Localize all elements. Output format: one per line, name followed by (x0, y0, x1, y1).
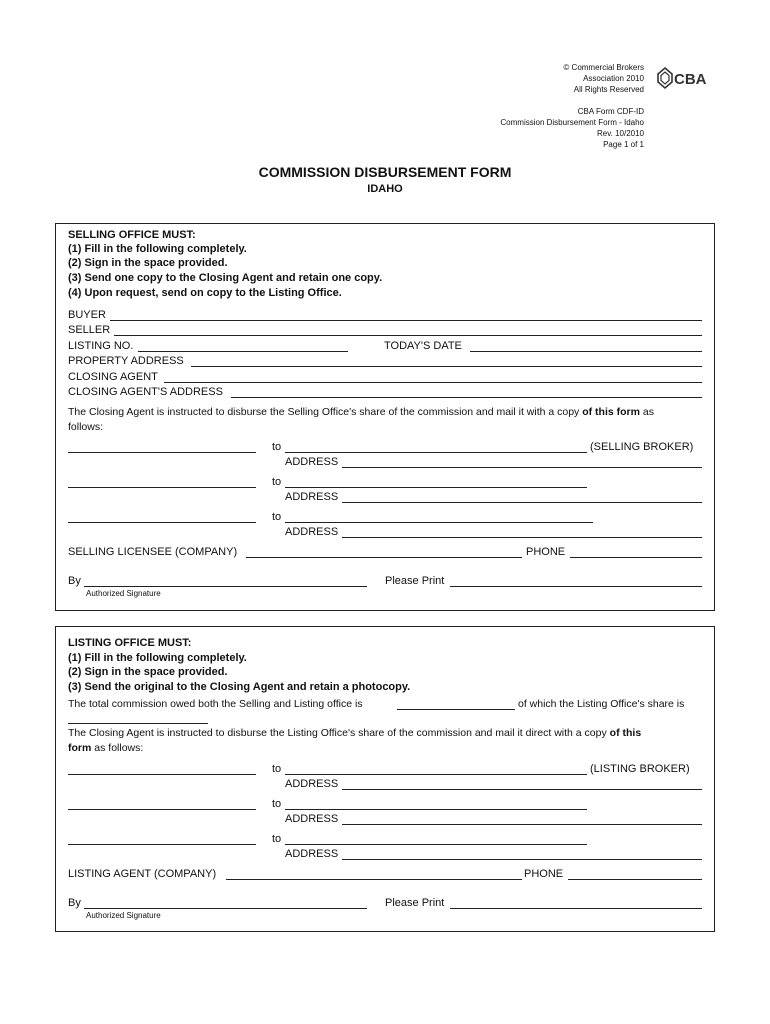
payee-name-field[interactable] (285, 522, 593, 523)
address-label: ADDRESS (285, 848, 339, 860)
closing-agent-address-field[interactable] (231, 397, 702, 398)
signature-field[interactable] (84, 908, 367, 909)
todays-date-label: TODAY'S DATE (384, 340, 462, 352)
total-commission-text: The total commission owed both the Selling and Listing office is (68, 698, 363, 710)
payee-name-field[interactable] (285, 487, 587, 488)
instruction-bold: of this (609, 727, 642, 739)
phone-label: PHONE (526, 546, 566, 558)
to-label: to (272, 798, 282, 810)
page-subtitle: IDAHO (367, 183, 403, 195)
form-info-block (500, 106, 644, 150)
address-label: ADDRESS (285, 813, 339, 825)
payee-address-field[interactable] (342, 859, 702, 860)
form-id: CBA Form CDF-ID (577, 107, 644, 116)
payee-address-field[interactable] (342, 537, 702, 538)
payee-address-field[interactable] (342, 789, 702, 790)
address-label: ADDRESS (285, 456, 339, 468)
page-title: COMMISSION DISBURSEMENT FORM (258, 164, 512, 180)
selling-disburse-instruction (68, 406, 654, 419)
listing-agent-label: LISTING AGENT (COMPANY) (68, 868, 217, 880)
instruction-bold: of this form (582, 406, 640, 418)
phone-field[interactable] (570, 557, 702, 558)
payee-address-field[interactable] (342, 502, 702, 503)
selling-instruction-item: (1) Fill in the following completely. (68, 243, 247, 255)
selling-instruction-item: (2) Sign in the space provided. (68, 257, 228, 269)
listing-disburse-instruction (68, 727, 641, 740)
selling-licensee-label: SELLING LICENSEE (COMPANY) (68, 546, 238, 558)
payee-amount-field[interactable] (68, 774, 256, 775)
closing-agent-label: CLOSING AGENT (68, 371, 158, 383)
listing-no-label: LISTING NO. (68, 340, 134, 352)
property-address-label: PROPERTY ADDRESS (68, 355, 184, 367)
address-label: ADDRESS (285, 526, 339, 538)
listing-share-text: of which the Listing Office's share is (518, 698, 685, 710)
to-label: to (272, 441, 282, 453)
listing-must-heading: LISTING OFFICE MUST: (68, 637, 192, 649)
to-label: to (272, 511, 282, 523)
form-name: Commission Disbursement Form - Idaho (500, 118, 644, 127)
listing-instruction-item: (3) Send the original to the Closing Agent and retain a photocopy. (68, 681, 411, 693)
payee-name-field[interactable] (285, 452, 587, 453)
logo-text: CBA (674, 71, 707, 88)
instruction-text: The Closing Agent is instructed to disburse the Selling Office's share of the commission and mail it with a copy (68, 406, 580, 418)
copyright-line: Association 2010 (583, 74, 644, 83)
payee-address-field[interactable] (342, 824, 702, 825)
instruction-text: The Closing Agent is instructed to disburse the Listing Office's share of the commission and mail it direct with a copy (68, 727, 607, 739)
listing-instruction-follows (68, 742, 143, 755)
listing-share-field[interactable] (68, 723, 208, 724)
selling-must-heading: SELLING OFFICE MUST: (68, 229, 196, 241)
payee-address-field[interactable] (342, 467, 702, 468)
page-number: Page 1 of 1 (603, 140, 644, 149)
payee-amount-field[interactable] (68, 522, 256, 523)
address-label: ADDRESS (285, 491, 339, 503)
to-label: to (272, 476, 282, 488)
payee-amount-field[interactable] (68, 844, 256, 845)
signature-field[interactable] (84, 586, 367, 587)
buyer-field[interactable] (110, 320, 702, 321)
instruction-text: as follows: (94, 742, 144, 754)
listing-agent-field[interactable] (226, 879, 522, 880)
form-revision: Rev. 10/2010 (597, 129, 644, 138)
print-name-field[interactable] (450, 586, 702, 587)
authorized-signature-label: Authorized Signature (86, 911, 161, 920)
instruction-follows: follows: (68, 421, 104, 433)
payee-amount-field[interactable] (68, 487, 256, 488)
copyright-block (563, 62, 644, 95)
property-address-field[interactable] (191, 366, 702, 367)
seller-label: SELLER (68, 324, 111, 336)
by-label: By (68, 897, 81, 909)
to-label: to (272, 833, 282, 845)
payee-name-field[interactable] (285, 809, 587, 810)
phone-field[interactable] (568, 879, 702, 880)
payee-amount-field[interactable] (68, 809, 256, 810)
address-label: ADDRESS (285, 778, 339, 790)
instruction-text: as (642, 406, 654, 418)
print-name-field[interactable] (450, 908, 702, 909)
listing-broker-label: (LISTING BROKER) (590, 763, 690, 775)
to-label: to (272, 763, 282, 775)
copyright-line: All Rights Reserved (573, 85, 644, 94)
copyright-line: © Commercial Brokers (563, 63, 644, 72)
total-commission-field[interactable] (397, 709, 515, 710)
selling-instruction-item: (3) Send one copy to the Closing Agent and retain one copy. (68, 272, 383, 284)
closing-agent-address-label: CLOSING AGENT'S ADDRESS (68, 386, 223, 398)
payee-name-field[interactable] (285, 774, 587, 775)
instruction-bold: form (68, 742, 92, 754)
by-label: By (68, 575, 81, 587)
please-print-label: Please Print (385, 897, 445, 909)
authorized-signature-label: Authorized Signature (86, 589, 161, 598)
closing-agent-field[interactable] (164, 382, 702, 383)
selling-instruction-item: (4) Upon request, send on copy to the Listing Office. (68, 287, 342, 299)
payee-name-field[interactable] (285, 844, 587, 845)
payee-amount-field[interactable] (68, 452, 256, 453)
listing-instruction-item: (1) Fill in the following completely. (68, 652, 247, 664)
todays-date-field[interactable] (470, 351, 702, 352)
selling-licensee-field[interactable] (246, 557, 522, 558)
listing-instruction-item: (2) Sign in the space provided. (68, 666, 228, 678)
listing-no-field[interactable] (138, 351, 348, 352)
cba-logo (656, 66, 712, 90)
seller-field[interactable] (114, 335, 702, 336)
phone-label: PHONE (524, 868, 564, 880)
selling-broker-label: (SELLING BROKER) (590, 441, 694, 453)
please-print-label: Please Print (385, 575, 445, 587)
buyer-label: BUYER (68, 309, 106, 321)
